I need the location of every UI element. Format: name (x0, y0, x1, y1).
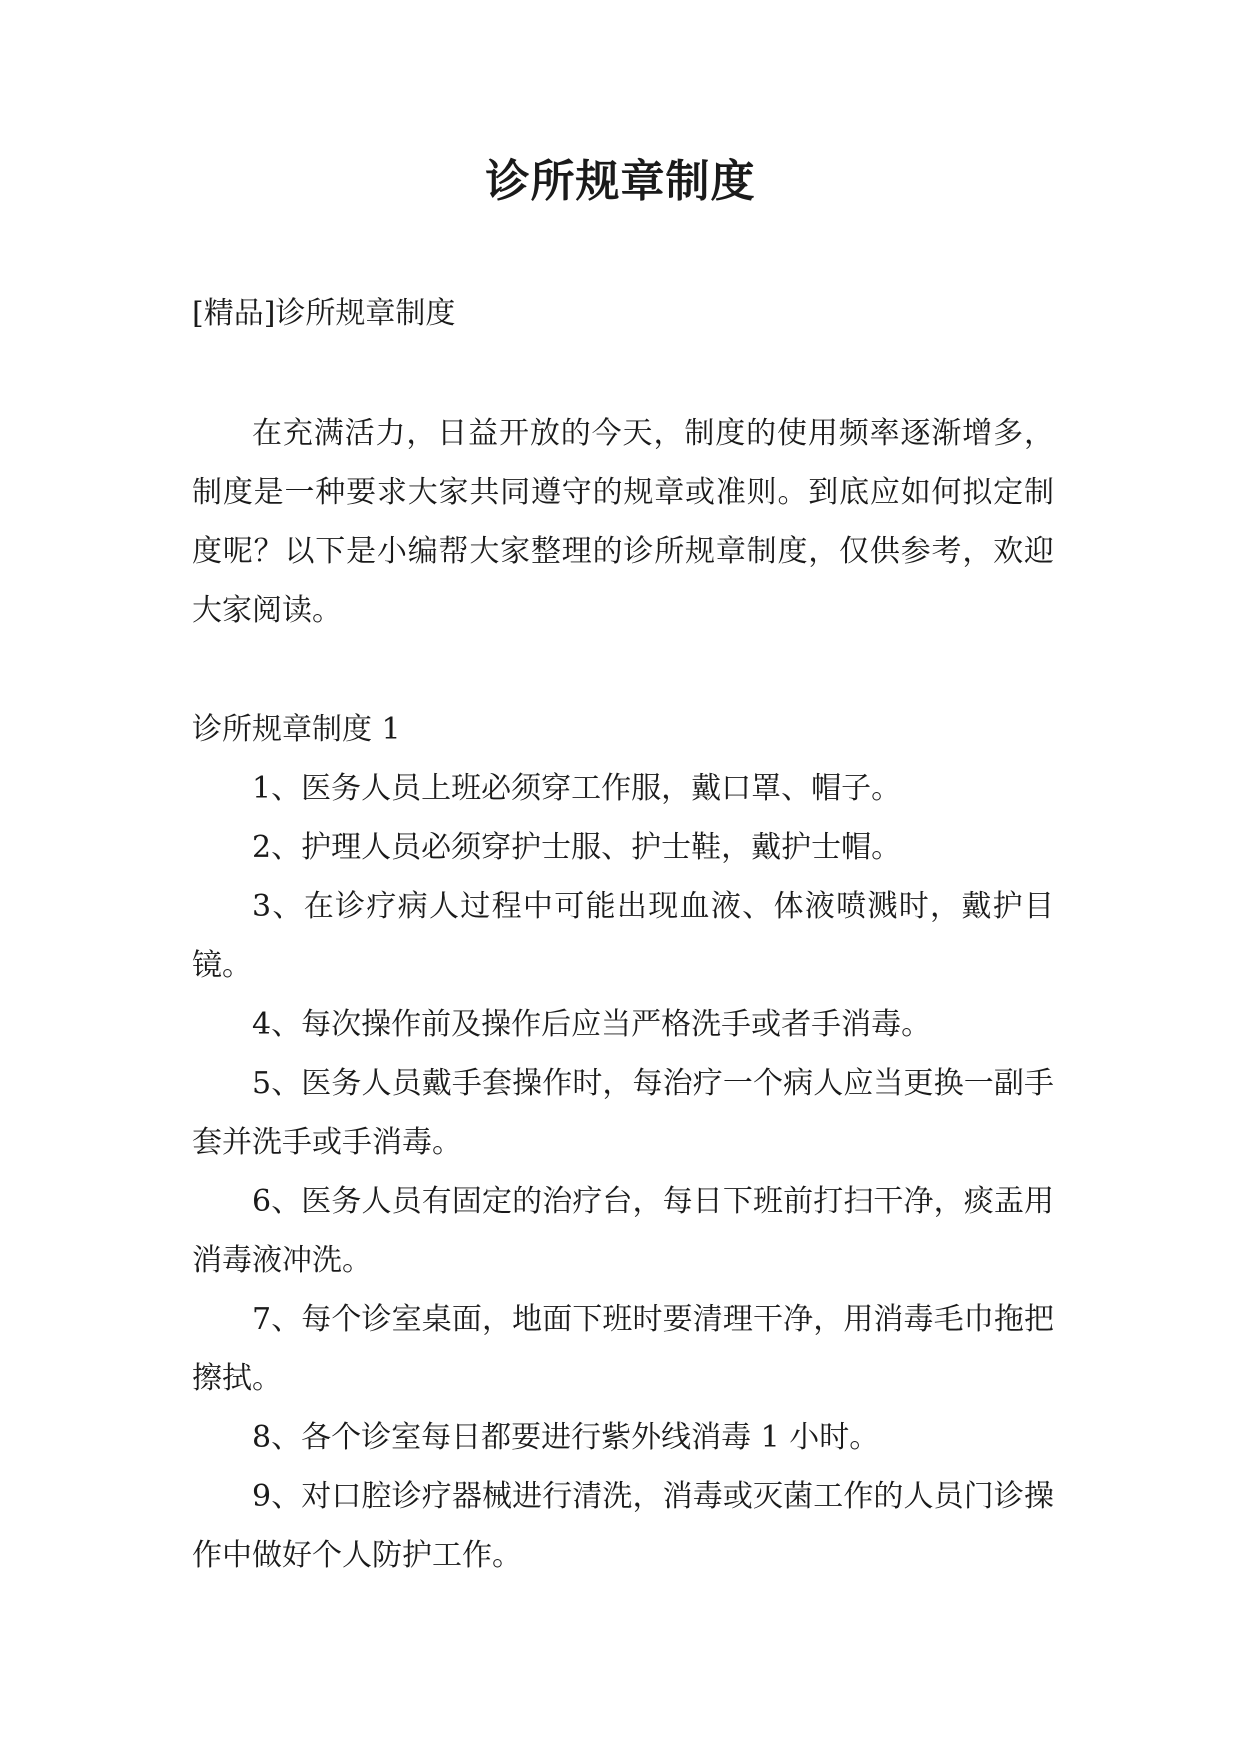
rules-list (192, 759, 1054, 1585)
intro-paragraph: 在充满活力，日益开放的今天，制度的使用频率逐渐增多，制度是一种要求大家共同遵守的规章或准则。到底应如何拟定制度呢？以下是小编帮大家整理的诊所规章制度，仅供参考，欢迎大家阅读。 (192, 416, 1054, 628)
section-heading: 诊所规章制度 1 (192, 712, 401, 747)
rule-item: 5、医务人员戴手套操作时，每治疗一个病人应当更换一副手套并洗手或手消毒。 (192, 1066, 1054, 1160)
rule-item: 9、对口腔诊疗器械进行清洗，消毒或灭菌工作的人员门诊操作中做好个人防护工作。 (192, 1479, 1054, 1573)
rule-item: 7、每个诊室桌面，地面下班时要清理干净，用消毒毛巾拖把擦拭。 (192, 1302, 1054, 1396)
document-subtitle: [精品]诊所规章制度 (192, 296, 456, 331)
rule-item: 4、每次操作前及操作后应当严格洗手或者手消毒。 (252, 1007, 932, 1042)
rule-item: 6、医务人员有固定的治疗台，每日下班前打扫干净，痰盂用消毒液冲洗。 (192, 1184, 1054, 1278)
rule-item: 1、医务人员上班必须穿工作服，戴口罩、帽子。 (252, 771, 902, 806)
rule-item: 2、护理人员必须穿护士服、护士鞋，戴护士帽。 (252, 830, 902, 865)
document-title: 诊所规章制度 (485, 156, 756, 207)
rule-item: 8、各个诊室每日都要进行紫外线消毒 1 小时。 (252, 1420, 880, 1455)
rule-item: 3、在诊疗病人过程中可能出现血液、体液喷溅时，戴护目镜。 (192, 889, 1054, 983)
